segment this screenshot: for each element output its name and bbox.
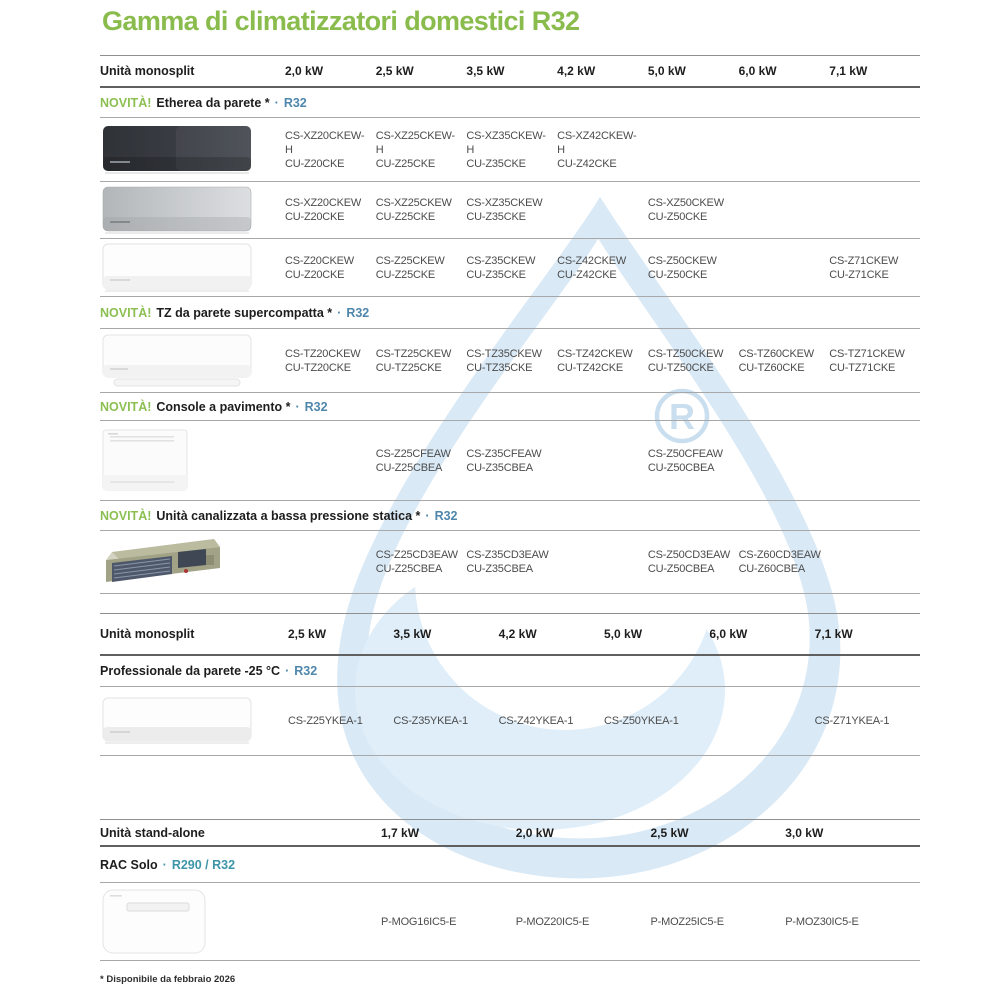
- model-cell: CS-Z35CD3EAW CU-Z35CBEA: [466, 549, 549, 575]
- refrigerant-label: R32: [434, 508, 458, 523]
- model-cell: CS-Z35CFEAW CU-Z35CBEA: [466, 447, 542, 474]
- section-name: RAC Solo: [100, 857, 158, 872]
- product-row-tz: [100, 329, 920, 393]
- product-image-cell: [100, 329, 285, 392]
- section-header-rac-solo: [100, 847, 920, 883]
- model-cell: CS-Z50CD3EAW CU-Z50CBEA: [647, 549, 730, 575]
- model-cell: CS-XZ42CKEW-H CU-Z42CKE: [557, 129, 637, 170]
- table1-header-label: Unità monosplit: [100, 64, 195, 78]
- kw-column-header: 5,0 kW: [647, 64, 686, 78]
- kw-column-header: 3,5 kW: [393, 627, 432, 641]
- model-cell: CS-Z71CKEW CU-Z71CKE: [829, 254, 899, 281]
- novita-badge: NOVITÀ!: [100, 305, 152, 320]
- kw-column-header: 2,0 kW: [285, 64, 324, 78]
- model-cell: CS-TZ35CKEW CU-TZ35CKE: [466, 347, 542, 374]
- model-cell: P-MOG16IC5-E: [381, 915, 457, 928]
- section-header-console: [100, 393, 920, 421]
- refrigerant-label: R32: [346, 305, 370, 320]
- console-unit-image: [102, 429, 188, 493]
- product-row-console: [100, 421, 920, 501]
- model-cell: CS-Z35YKEA-1: [393, 715, 468, 727]
- section-header-canalizzata: [100, 501, 920, 531]
- product-row-ducted: [100, 531, 920, 594]
- etherea-white-unit-image: [102, 243, 252, 293]
- kw-column-header: 1,7 kW: [381, 825, 420, 840]
- model-cell: CS-Z60CD3EAW CU-Z60CBEA: [738, 549, 821, 575]
- spacer: [100, 756, 920, 819]
- model-cell: CS-Z50CFEAW CU-Z50CBEA: [647, 447, 723, 474]
- model-cell: CS-TZ71CKEW CU-TZ71CKE: [829, 347, 905, 374]
- page-title: Gamma di climatizzatori domestici R32: [102, 6, 580, 36]
- product-row-etherea-white: [100, 239, 920, 297]
- section-name: Console a pavimento *: [156, 399, 291, 414]
- model-cell: P-MOZ30IC5-E: [785, 915, 859, 928]
- separator-dot: ·: [162, 857, 167, 872]
- kw-column-header: 4,2 kW: [498, 627, 537, 641]
- section-name: Etherea da parete *: [156, 95, 270, 110]
- model-cell: CS-TZ42CKEW CU-TZ42CKE: [557, 347, 633, 374]
- product-image-cell: [100, 531, 285, 593]
- separator-dot: ·: [337, 305, 342, 320]
- table3-header-row: [100, 819, 920, 847]
- model-cell: CS-Z42CKEW CU-Z42CKE: [557, 254, 627, 281]
- kw-column-header: 6,0 kW: [709, 627, 748, 641]
- separator-dot: ·: [285, 664, 290, 678]
- section-header-etherea: [100, 88, 920, 118]
- model-cell: CS-TZ20CKEW CU-TZ20CKE: [285, 347, 361, 374]
- kw-column-header: 4,2 kW: [557, 64, 596, 78]
- model-cell: CS-Z50CKEW CU-Z50CKE: [647, 254, 717, 281]
- product-image-cell: [100, 687, 288, 755]
- novita-badge: NOVITÀ!: [100, 399, 152, 414]
- separator-dot: ·: [425, 508, 430, 523]
- separator-dot: ·: [295, 399, 300, 414]
- kw-column-header: 6,0 kW: [738, 64, 777, 78]
- kw-column-header: 7,1 kW: [814, 627, 853, 641]
- tz-unit-image: [102, 333, 252, 389]
- registered-mark-letter: R: [669, 396, 695, 437]
- model-cell: CS-TZ50CKEW CU-TZ50CKE: [647, 347, 724, 374]
- model-cell: CS-Z71YKEA-1: [814, 715, 890, 727]
- model-cell: CS-Z25CD3EAW CU-Z25CBEA: [375, 549, 458, 575]
- model-cell: CS-XZ50CKEW CU-Z50CKE: [647, 197, 724, 223]
- refrigerant-label: R32: [304, 399, 328, 414]
- product-row-etherea-graphite: [100, 118, 920, 182]
- product-row-etherea-silver: [100, 182, 920, 239]
- product-image-cell: [100, 118, 285, 181]
- kw-column-header: 2,5 kW: [650, 825, 689, 840]
- model-cell: P-MOZ20IC5-E: [515, 915, 590, 928]
- rac-solo-unit-image: [102, 889, 206, 955]
- section-name: Professionale da parete -25 °C: [100, 664, 281, 678]
- model-cell: CS-Z25CKEW CU-Z25CKE: [375, 254, 445, 281]
- refrigerant-label: R290 / R32: [171, 857, 236, 872]
- table2-header-label: Unità monosplit: [100, 627, 195, 641]
- model-cell: CS-XZ35CKEW CU-Z35CKE: [466, 197, 543, 223]
- kw-column-header: 7,1 kW: [829, 64, 868, 78]
- model-cell: CS-Z20CKEW CU-Z20CKE: [285, 254, 354, 281]
- model-cell: CS-XZ25CKEW CU-Z25CKE: [375, 197, 452, 223]
- novita-badge: NOVITÀ!: [100, 508, 152, 523]
- model-cell: CS-XZ25CKEW-H CU-Z25CKE: [375, 129, 456, 170]
- section-header-professionale: [100, 656, 920, 687]
- product-image-cell: [100, 421, 285, 500]
- section-name: TZ da parete supercompatta *: [156, 305, 333, 320]
- model-cell: CS-Z50YKEA-1: [604, 715, 679, 727]
- section-header-tz: [100, 297, 920, 329]
- spacer: [100, 594, 920, 613]
- availability-footnote: * Disponibile da febbraio 2026: [100, 974, 236, 985]
- professional-unit-image: [102, 697, 252, 745]
- kw-column-header: 3,0 kW: [785, 825, 824, 840]
- ducted-unit-image: [102, 535, 222, 589]
- product-image-cell: [100, 182, 285, 238]
- model-cell: CS-Z35CKEW CU-Z35CKE: [466, 254, 536, 281]
- model-cell: CS-XZ35CKEW-H CU-Z35CKE: [466, 129, 546, 170]
- table1-header-row: [100, 55, 920, 88]
- model-cell: CS-Z25YKEA-1: [288, 715, 363, 727]
- etherea-graphite-unit-image: [102, 125, 252, 175]
- product-row-professionale: [100, 687, 920, 756]
- product-row-rac-solo: [100, 883, 920, 961]
- tables-area: [100, 55, 920, 985]
- model-cell: CS-Z42YKEA-1: [498, 715, 574, 727]
- model-cell: CS-XZ20CKEW-H CU-Z20CKE: [285, 129, 365, 170]
- novita-badge: NOVITÀ!: [100, 95, 152, 110]
- refrigerant-label: R32: [294, 664, 318, 678]
- model-cell: P-MOZ25IC5-E: [650, 915, 724, 928]
- separator-dot: ·: [274, 95, 279, 110]
- kw-column-header: 2,0 kW: [515, 825, 554, 840]
- refrigerant-label: R32: [283, 95, 307, 110]
- model-cell: CS-TZ25CKEW CU-TZ25CKE: [375, 347, 452, 374]
- model-cell: CS-TZ60CKEW CU-TZ60CKE: [738, 347, 814, 374]
- product-image-cell: [100, 883, 381, 960]
- product-image-cell: [100, 239, 285, 296]
- model-cell: CS-Z25CFEAW CU-Z25CBEA: [375, 447, 451, 474]
- etherea-silver-unit-image: [102, 186, 252, 234]
- section-name: Unità canalizzata a bassa pressione statica *: [156, 508, 421, 523]
- kw-column-header: 2,5 kW: [375, 64, 414, 78]
- kw-column-header: 3,5 kW: [466, 64, 505, 78]
- model-cell: CS-XZ20CKEW CU-Z20CKE: [285, 197, 362, 223]
- table2-header-row: [100, 613, 920, 656]
- table3-header-label: Unità stand-alone: [100, 825, 205, 840]
- kw-column-header: 5,0 kW: [604, 627, 643, 641]
- kw-column-header: 2,5 kW: [288, 627, 327, 641]
